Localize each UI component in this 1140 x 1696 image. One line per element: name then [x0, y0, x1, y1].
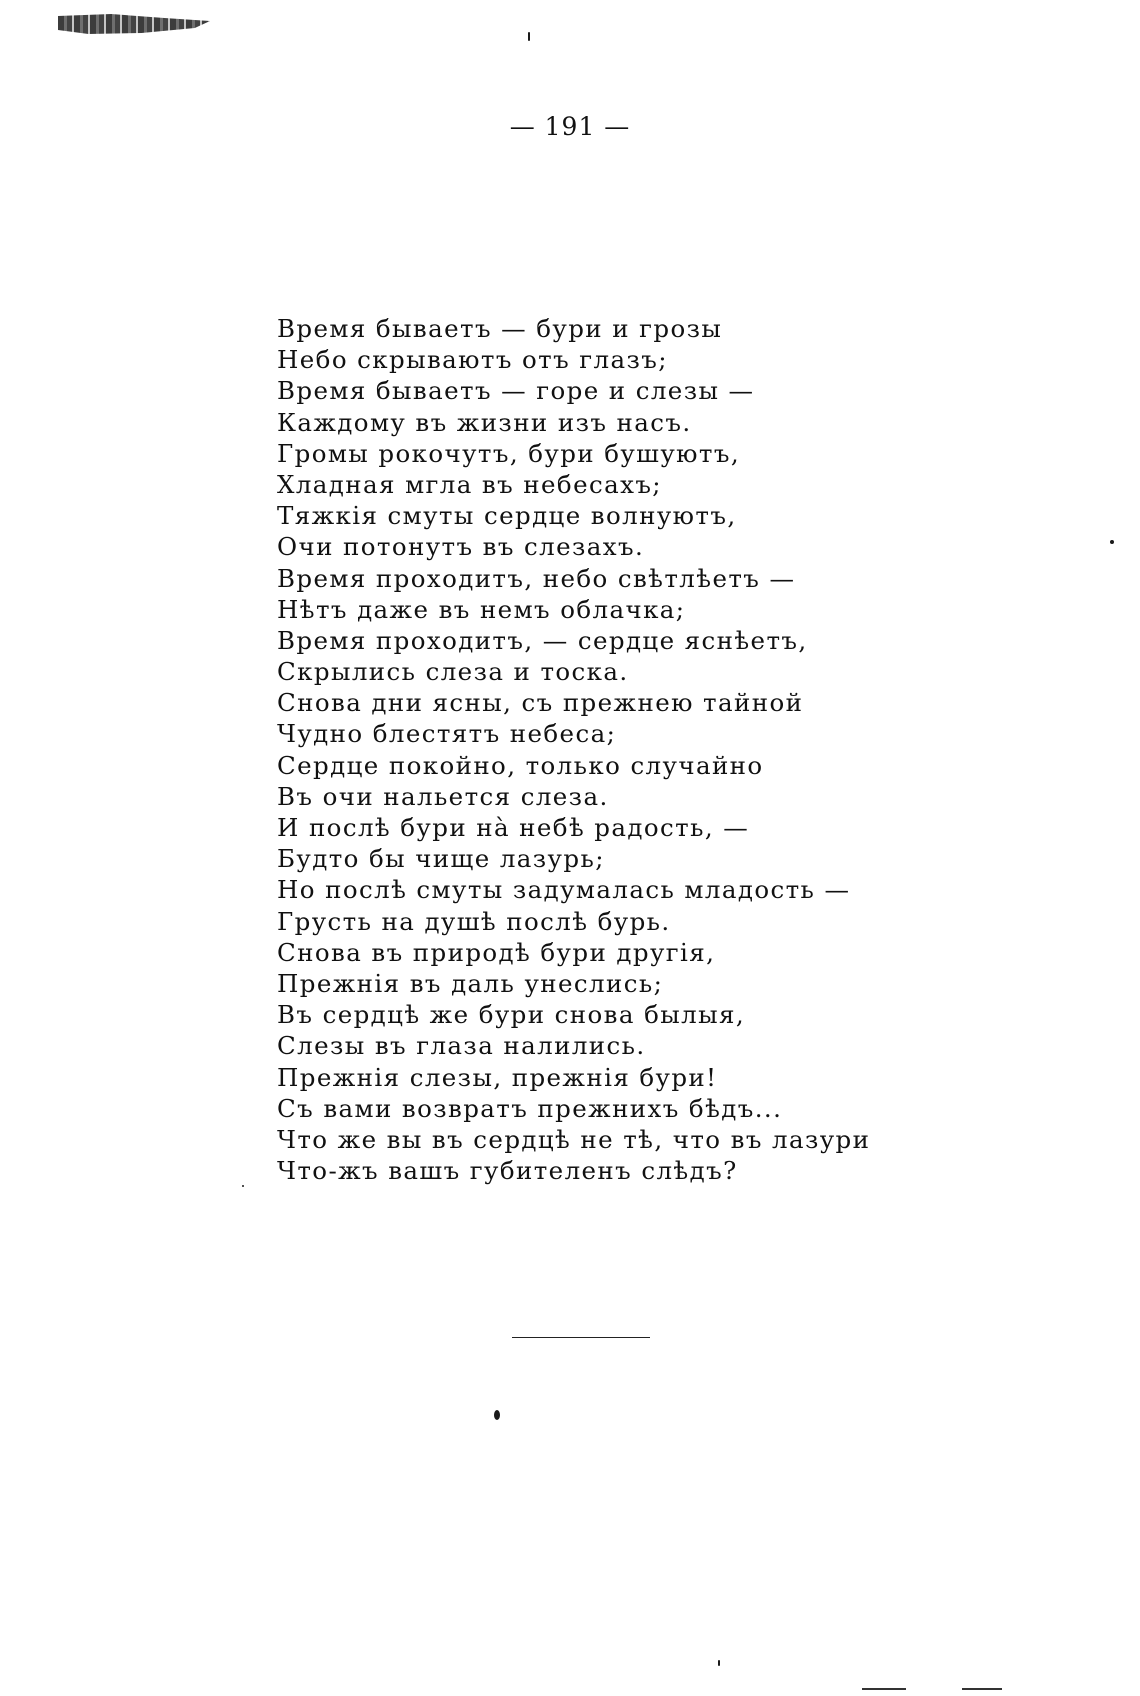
poem-line: Будто бы чище лазурь;	[277, 844, 605, 874]
poem-line: Небо скрываютъ отъ глазъ;	[277, 345, 668, 375]
poem-line: Время бываетъ — бури и грозы	[277, 314, 723, 343]
poem-line: Что-жъ вашъ губителенъ слѣдъ?	[277, 1156, 738, 1186]
poem-line: Чудно блестятъ небеса;	[277, 719, 617, 749]
poem-line: Но послѣ смуты задумалась младость —	[277, 875, 851, 905]
scan-speck	[1110, 540, 1114, 544]
poem-line: Снова дни ясны, съ прежнею тайной	[277, 688, 804, 718]
scan-speck	[494, 1410, 500, 1420]
end-rule-divider	[512, 1337, 650, 1338]
poem-line: Сердце покойно, только случайно	[277, 750, 764, 780]
poem-line: Тяжкія смуты сердце волнуютъ,	[277, 501, 737, 531]
scan-edge-mark	[962, 1688, 1002, 1690]
poem-line: Каждому въ жизни изъ насъ.	[277, 407, 692, 437]
poem-line: Въ сердцѣ же бури снова былыя,	[277, 1000, 746, 1030]
poem-line: Хладная мгла въ небесахъ;	[277, 469, 662, 499]
poem-line: Нѣтъ даже въ немъ облачка;	[277, 594, 686, 624]
scan-speck	[718, 1660, 720, 1666]
poem-line: Прежнія слезы, прежнія бури!	[277, 1062, 718, 1092]
poem-line: Слезы въ глаза налились.	[277, 1031, 646, 1061]
poem-line: Что же вы въ сердцѣ не тѣ, что въ лазури	[277, 1124, 871, 1154]
poem	[277, 313, 977, 1186]
poem-line: Грусть на душѣ послѣ бурь.	[277, 906, 671, 936]
poem-line: Въ очи нальется слеза.	[277, 781, 609, 811]
scan-speck	[242, 1185, 244, 1187]
scan-edge-mark	[862, 1688, 906, 1690]
poem-line: Время проходитъ, — сердце яснѣетъ,	[277, 625, 808, 655]
poem-line: Время проходитъ, небо свѣтлѣетъ —	[277, 563, 796, 593]
page-number: — 191 —	[509, 112, 631, 141]
poem-line: Громы рокочутъ, бури бушуютъ,	[277, 438, 741, 468]
poem-line: Очи потонутъ въ слезахъ.	[277, 532, 645, 562]
poem-line: И послѣ бури на̀ небѣ радость, —	[277, 813, 750, 842]
poem-line: Время бываетъ — горе и слезы —	[277, 376, 755, 406]
poem-line: Скрылись слеза и тоска.	[277, 657, 629, 687]
poem-line: Снова въ природѣ бури другія,	[277, 937, 716, 967]
scan-speck	[528, 32, 530, 41]
poem-line: Прежнія въ даль унеслись;	[277, 968, 664, 998]
poem-line: Съ вами возвратъ прежнихъ бѣдъ...	[277, 1093, 783, 1123]
scan-smudge	[58, 14, 210, 34]
